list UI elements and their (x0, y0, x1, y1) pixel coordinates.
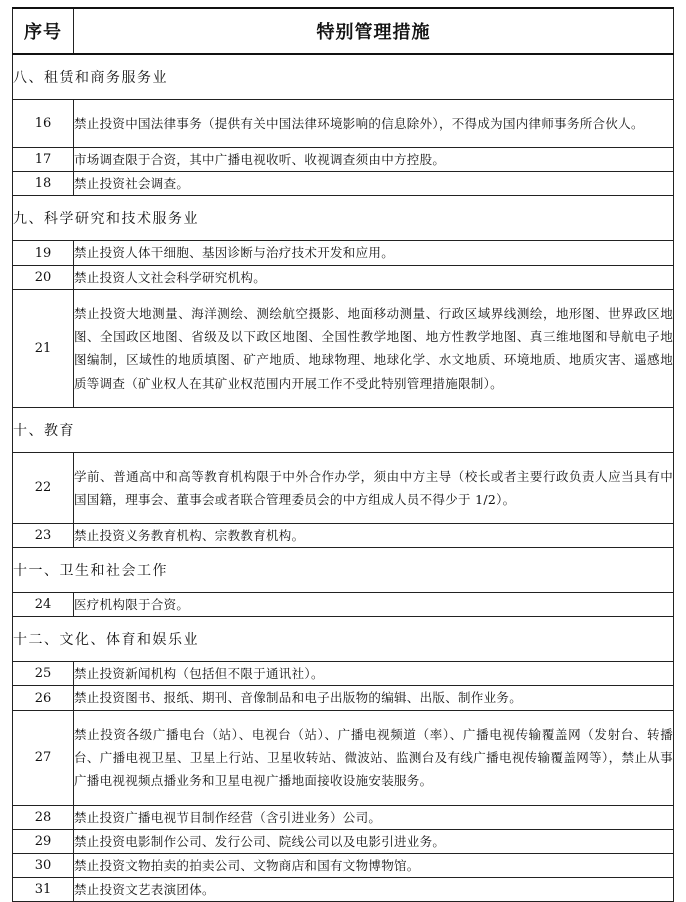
table-row (13, 100, 674, 148)
row-number: 25 (13, 662, 74, 686)
section-title: 八、租赁和商务服务业 (13, 54, 674, 100)
row-number: 19 (13, 241, 74, 265)
row-number: 27 (13, 710, 74, 805)
row-measure: 禁止投资图书、报纸、期刊、音像制品和电子出版物的编辑、出版、制作业务。 (74, 686, 674, 710)
row-measure: 禁止投资电影制作公司、发行公司、院线公司以及电影引进业务。 (74, 829, 674, 853)
row-number: 28 (13, 805, 74, 829)
special-measures-table (12, 7, 674, 902)
table-row (13, 686, 674, 710)
row-measure: 禁止投资中国法律事务（提供有关中国法律环境影响的信息除外），不得成为国内律师事务所合伙人。 (74, 100, 674, 148)
header-num: 序号 (13, 8, 74, 54)
row-measure: 禁止投资人文社会科学研究机构。 (74, 265, 674, 289)
row-measure: 学前、普通高中和高等教育机构限于中外合作办学，须由中方主导（校长或者主要行政负责人应当具有中国国籍，理事会、董事会或者联合管理委员会的中方组成人员不得少于 1/2）。 (74, 452, 674, 523)
row-measure: 禁止投资新闻机构（包括但不限于通讯社）。 (74, 662, 674, 686)
table-row (13, 593, 674, 617)
section-row (13, 407, 674, 452)
section-title: 十二、文化、体育和娱乐业 (13, 617, 674, 662)
row-measure: 禁止投资各级广播电台（站）、电视台（站）、广播电视频道（率）、广播电视传输覆盖网（发射台、转播台、广播电视卫星、卫星上行站、卫星收转站、微波站、监测台及有线广播电视传输覆盖网等），禁止从事广播电视视频点播业务和卫星电视广播地面接收设施安装服务。 (74, 710, 674, 805)
section-title: 九、科学研究和技术服务业 (13, 196, 674, 241)
row-number: 23 (13, 523, 74, 547)
row-number: 21 (13, 289, 74, 407)
header-measure: 特别管理措施 (74, 8, 674, 54)
table-row (13, 662, 674, 686)
table-row (13, 854, 674, 878)
row-number: 29 (13, 829, 74, 853)
row-measure: 禁止投资义务教育机构、宗教教育机构。 (74, 523, 674, 547)
section-row (13, 617, 674, 662)
row-number: 17 (13, 148, 74, 172)
document-page (12, 7, 673, 902)
row-number: 20 (13, 265, 74, 289)
table-row (13, 289, 674, 407)
row-measure: 医疗机构限于合资。 (74, 593, 674, 617)
row-number: 26 (13, 686, 74, 710)
table-row (13, 523, 674, 547)
row-number: 30 (13, 854, 74, 878)
section-title: 十一、卫生和社会工作 (13, 548, 674, 593)
section-row (13, 548, 674, 593)
table-row (13, 805, 674, 829)
section-row (13, 196, 674, 241)
row-number: 24 (13, 593, 74, 617)
table-row (13, 265, 674, 289)
row-measure: 禁止投资大地测量、海洋测绘、测绘航空摄影、地面移动测量、行政区域界线测绘，地形图、世界政区地图、全国政区地图、省级及以下政区地图、全国性教学地图、地方性教学地图、真三维地图和导航电子地图编制，区域性的地质填图、矿产地质、地球物理、地球化学、水文地质、环境地质、地质灾害、遥感地质等调查（矿业权人在其矿业权范围内开展工作不受此特别管理措施限制）。 (74, 289, 674, 407)
row-measure: 禁止投资文物拍卖的拍卖公司、文物商店和国有文物博物馆。 (74, 854, 674, 878)
row-measure: 禁止投资文艺表演团体。 (74, 878, 674, 902)
row-number: 22 (13, 452, 74, 523)
table-row (13, 878, 674, 902)
row-measure: 市场调查限于合资，其中广播电视收听、收视调查须由中方控股。 (74, 148, 674, 172)
row-measure: 禁止投资人体干细胞、基因诊断与治疗技术开发和应用。 (74, 241, 674, 265)
table-header-row (13, 8, 674, 54)
row-number: 31 (13, 878, 74, 902)
table-row (13, 148, 674, 172)
table-row (13, 829, 674, 853)
row-measure: 禁止投资广播电视节目制作经营（含引进业务）公司。 (74, 805, 674, 829)
table-row (13, 452, 674, 523)
table-row (13, 710, 674, 805)
table-row (13, 241, 674, 265)
row-number: 16 (13, 100, 74, 148)
table-row (13, 172, 674, 196)
row-measure: 禁止投资社会调查。 (74, 172, 674, 196)
section-row (13, 54, 674, 100)
row-number: 18 (13, 172, 74, 196)
section-title: 十、教育 (13, 407, 674, 452)
